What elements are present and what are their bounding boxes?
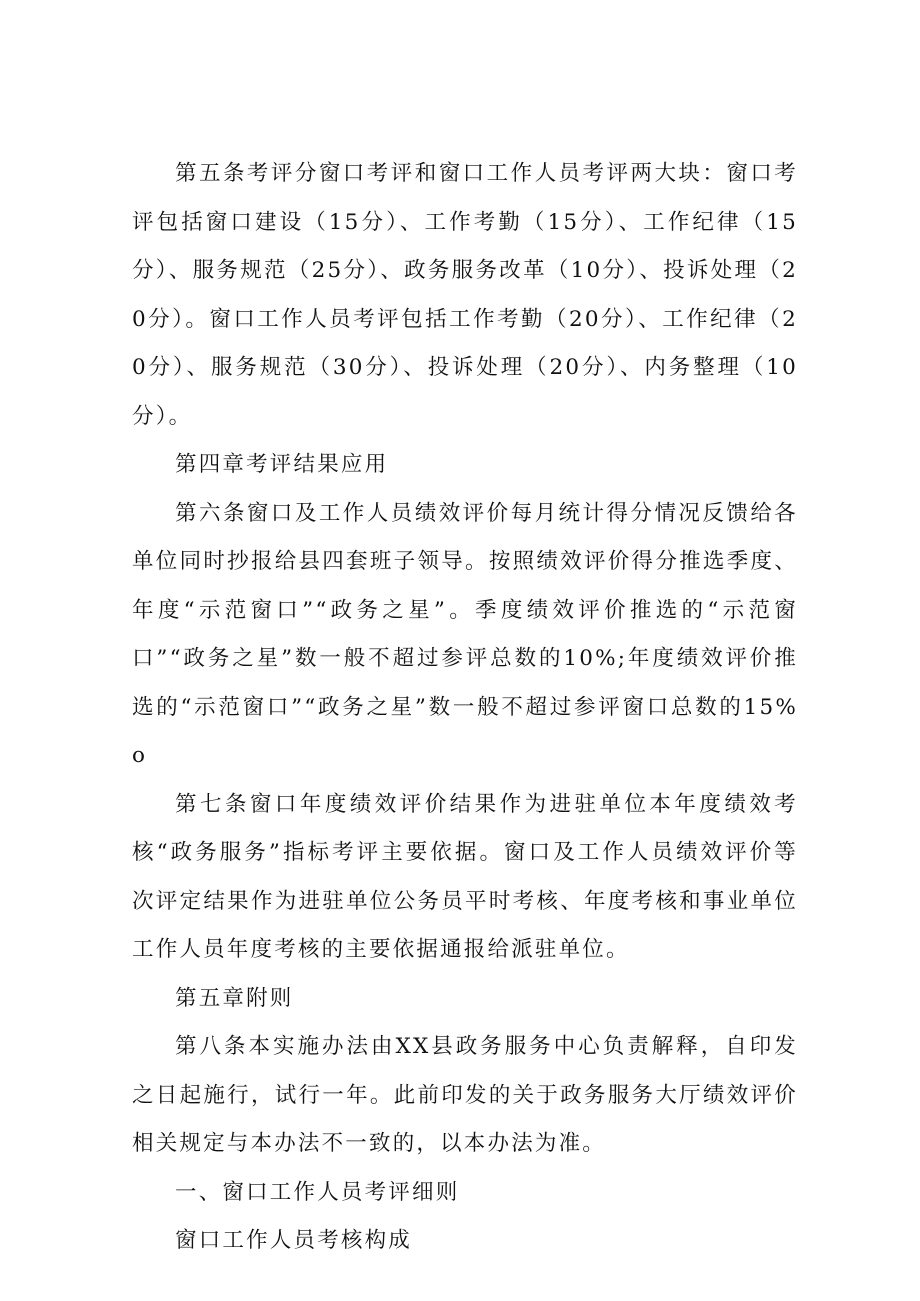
chapter-4-heading: 第四章考评结果应用: [175, 452, 389, 477]
article-8-paragraph: 第八条本实施办法由XX县政务服务中心负责解释，自印发之日起施行，试行一年。此前印发的关于政务服务大厅绩效评价相关规定与本办法不一致的，以本办法为准。: [132, 1034, 798, 1156]
section-1-heading: 一、窗口工作人员考评细则: [175, 1179, 460, 1205]
document-body: [132, 150, 798, 1266]
staff-assessment-heading: 窗口工作人员考核构成: [175, 1228, 413, 1253]
article-5-paragraph: 第五条考评分窗口考评和窗口工作人员考评两大块：窗口考评包括窗口建设（15分）、工作考勤（15分）、工作纪律（15分）、服务规范（25分）、政务服务改革（10分）、投诉处理（20分）。窗口工作人员考评包括工作考勤（20分）、工作纪律（20分）、服务规范（30分）、投诉处理（20分）、内务整理（10分）。: [132, 161, 798, 429]
article-6-paragraph: 第六条窗口及工作人员绩效评价每月统计得分情况反馈给各单位同时抄报给县四套班子领导。按照绩效评价得分推选季度、年度“示范窗口”“政务之星”。季度绩效评价推选的“示范窗口”“政务之星”数一般不超过参评总数的10%;年度绩效评价推选的“示范窗口”“政务之星”数一般不超过参评窗口总数的15%o: [132, 500, 798, 768]
chapter-5-heading: 第五章附则: [175, 985, 294, 1011]
article-7-paragraph: 第七条窗口年度绩效评价结果作为进驻单位本年度绩效考核“政务服务”指标考评主要依据。窗口及工作人员绩效评价等次评定结果作为进驻单位公务员平时考核、年度考核和事业单位工作人员年度考核的主要依据通报给派驻单位。: [132, 791, 798, 962]
